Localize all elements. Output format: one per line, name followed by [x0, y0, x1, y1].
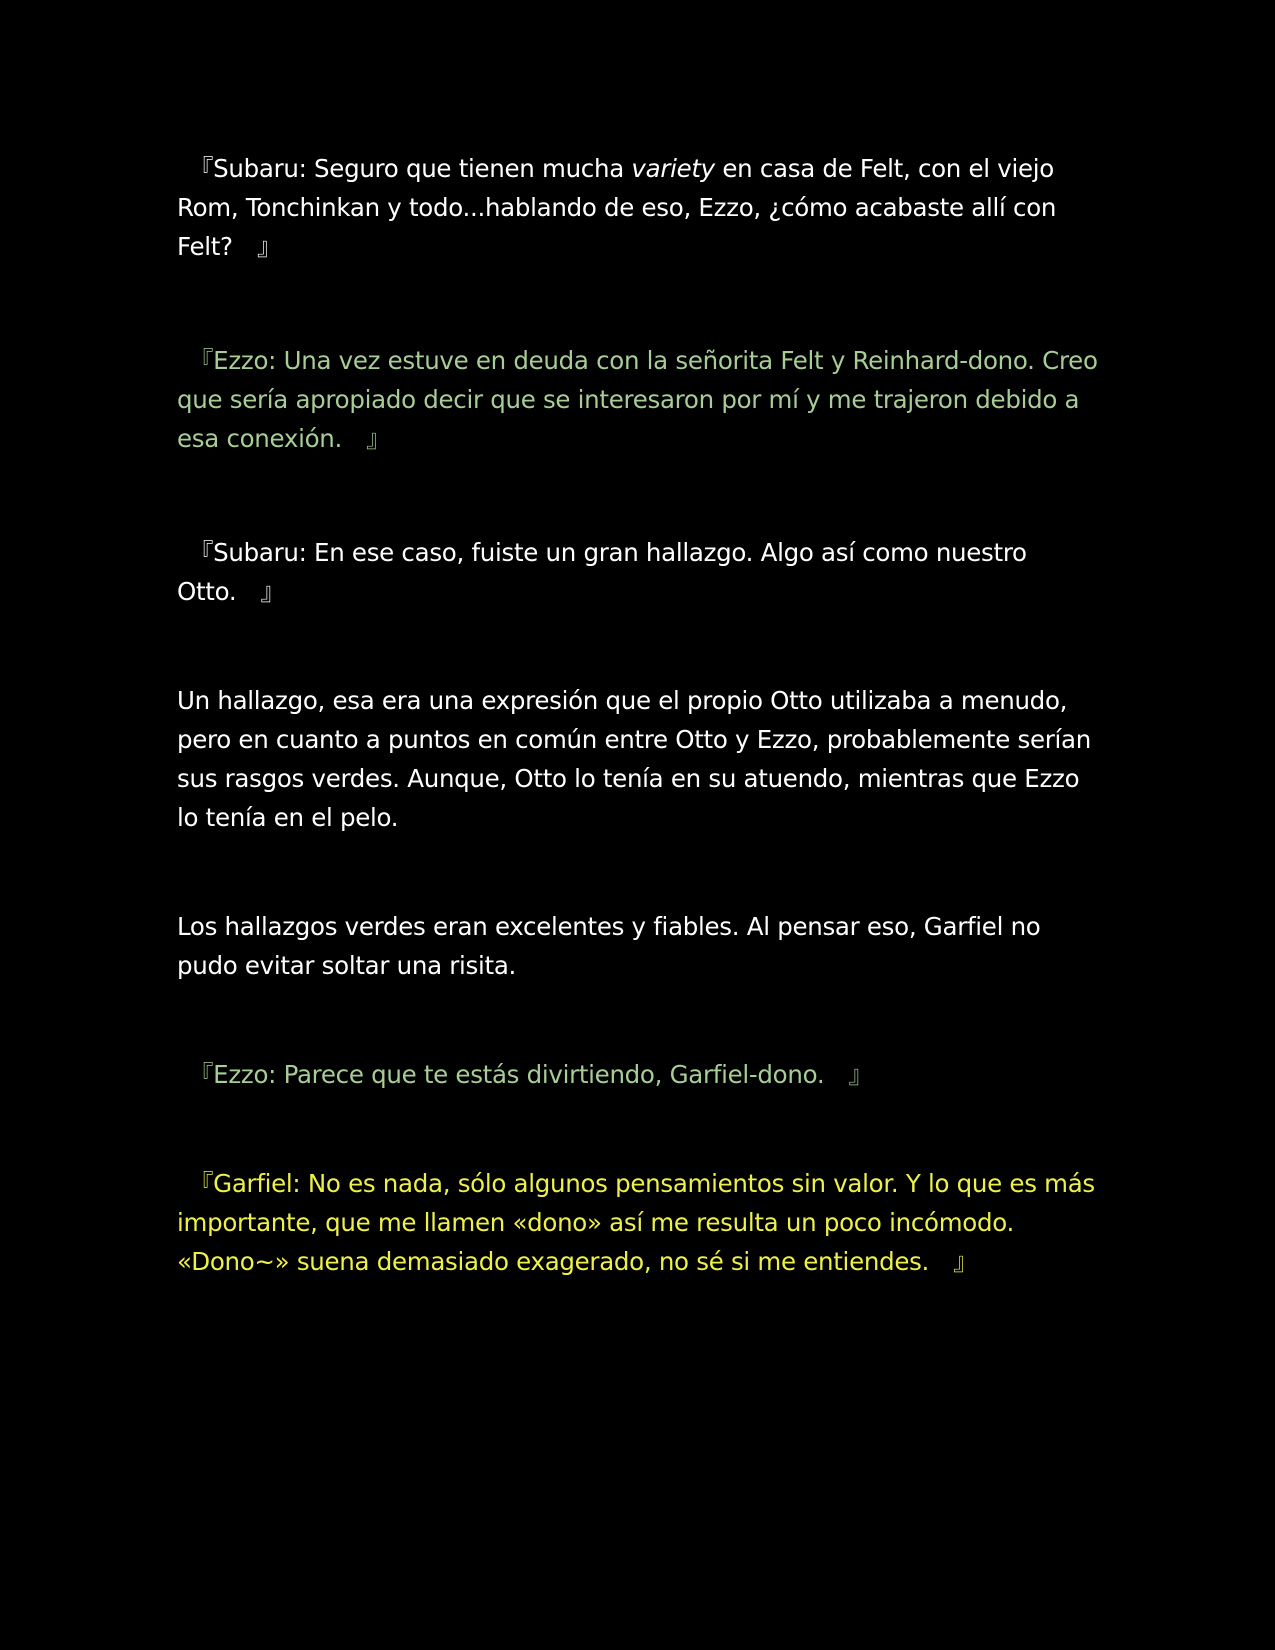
dialogue-text: 『Subaru: Seguro que tienen mucha	[177, 154, 632, 183]
narration-paragraph: Un hallazgo, esa era una expresión que el propio Otto utilizaba a menudo, pero en cuanto a puntos en común entre Otto y Ezzo, probablemente serían sus rasgos verdes. Aunque, Otto lo tenía en su atuendo, mientras que Ezzo lo tenía en el pelo.	[177, 686, 1091, 832]
narration-paragraph: Los hallazgos verdes eran excelentes y fiables. Al pensar eso, Garfiel no pudo evitar soltar una risita.	[177, 912, 1041, 980]
dialogue-ezzo: 『Ezzo: Una vez estuve en deuda con la señorita Felt y Reinhard-dono. Creo que sería apropiado decir que se interesaron por mí y me trajeron debido a esa conexión. 』	[177, 346, 1098, 453]
dialogue-garfiel: 『Garfiel: No es nada, sólo algunos pensamientos sin valor. Y lo que es más importante, que me llamen «dono» así me resulta un poco incómodo. «Dono~» suena demasiado exagerado, no sé si me entiendes. 』	[177, 1169, 1095, 1276]
dialogue-subaru: 『Subaru: En ese caso, fuiste un gran hallazgo. Algo así como nuestro Otto. 』	[177, 538, 1027, 606]
document-page	[177, 149, 1102, 1281]
dialogue-ezzo: 『Ezzo: Parece que te estás divirtiendo, Garfiel-dono. 』	[177, 1060, 873, 1089]
dialogue-text: en casa de Felt, con el viejo Rom, Tonchinkan y todo...hablando de eso, Ezzo, ¿cómo acabaste allí con Felt? 』	[177, 154, 1057, 261]
dialogue-subaru	[177, 149, 1102, 266]
emphasis-text: variety	[631, 154, 715, 183]
